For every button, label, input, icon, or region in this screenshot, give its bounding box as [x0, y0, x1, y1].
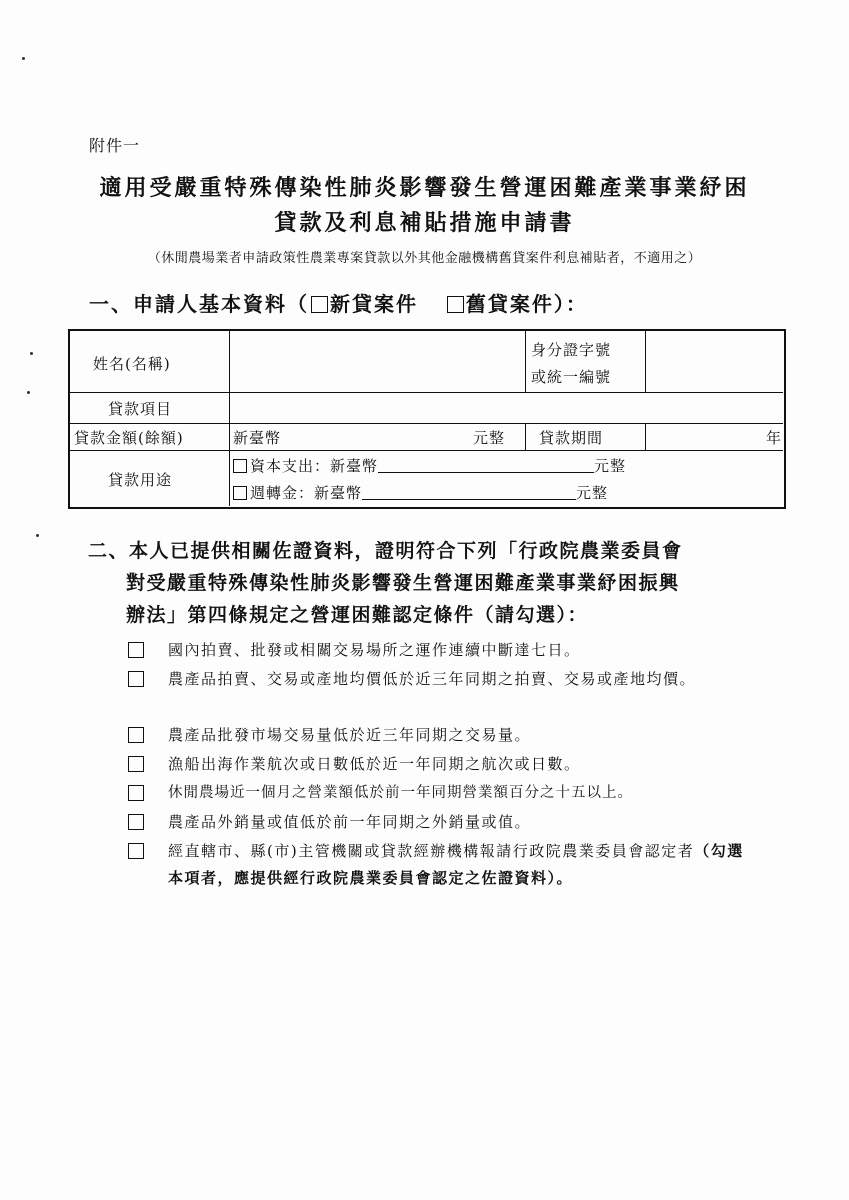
row-divider [70, 423, 783, 424]
section2-heading [88, 535, 778, 631]
loan-amount-unit: 元整 [473, 429, 506, 447]
condition-text: 休閒農場近一個月之營業額低於前一年同期營業額百分之十五以上。 [168, 785, 633, 801]
condition-checkbox[interactable] [128, 642, 144, 658]
condition-item [128, 838, 788, 892]
condition-text: 漁船出海作業航次或日數低於近一年同期之航次或日數。 [168, 755, 581, 773]
scan-speck [22, 57, 25, 60]
condition-bold-note: （勾選本項者，應提供經行政院農業委員會認定之佐證資料）。 [168, 842, 744, 887]
condition-checkbox[interactable] [128, 671, 144, 687]
condition-checkbox[interactable] [128, 785, 144, 801]
capital-expense-label: 資本支出：新臺幣 [250, 457, 379, 475]
capital-expense-option [233, 455, 626, 476]
row-divider [70, 392, 783, 393]
working-amount-unit: 元整 [576, 484, 609, 502]
working-capital-option [233, 482, 608, 503]
condition-text: 農產品外銷量或值低於前一年同期之外銷量或值。 [168, 813, 532, 831]
scan-speck [27, 391, 30, 394]
condition-text-with-note [168, 838, 754, 892]
id-label-line2: 或統一編號 [531, 368, 612, 386]
col-divider [525, 423, 526, 450]
section2-line3: 辦法」第四條規定之營運困難認定條件（請勾選）： [126, 604, 589, 626]
capital-amount-unit: 元整 [594, 457, 627, 475]
col-divider [645, 423, 646, 450]
loan-amount-currency: 新臺幣 [233, 429, 282, 447]
section2-line2: 對受嚴重特殊傳染性肺炎影響發生營運困難產業事業紓困振興 [126, 572, 680, 594]
col-divider [525, 331, 526, 392]
new-case-label: 新貸案件 [330, 292, 418, 316]
condition-checkbox[interactable] [128, 814, 144, 830]
capital-expense-checkbox[interactable] [233, 459, 247, 473]
name-field[interactable] [233, 335, 521, 389]
loan-amount-label: 貸款金額(餘額) [74, 429, 184, 447]
loan-period-unit: 年 [766, 429, 783, 447]
scan-speck [30, 352, 33, 355]
loan-period-label: 貸款期間 [539, 429, 604, 447]
condition-checkbox[interactable] [128, 756, 144, 772]
row-divider [70, 450, 783, 451]
loan-purpose-label: 貸款用途 [108, 471, 173, 489]
col-divider [645, 331, 646, 392]
section1-heading [89, 288, 588, 317]
condition-text: 農產品批發市場交易量低於近三年同期之交易量。 [168, 726, 532, 744]
loan-item-label: 貸款項目 [108, 400, 173, 418]
name-label: 姓名(名稱) [93, 355, 171, 373]
form-title-line2: 貸款及利息補貼措施申請書 [274, 210, 575, 236]
section1-prefix: 一、申請人基本資料（ [89, 292, 309, 316]
condition-item [128, 780, 788, 807]
condition-text: 經直轄市、縣(市)主管機關或貸款經辦機構報請行政院農業委員會認定者 [168, 842, 695, 860]
applicability-note: （休閒農場業者申請政策性農業專案貸款以外其他金融機構舊貸案件利息補貼者，不適用之） [147, 251, 702, 266]
working-capital-label: 週轉金：新臺幣 [250, 484, 363, 502]
attachment-label: 附件一 [89, 136, 141, 155]
old-case-label: 舊貸案件 [465, 292, 554, 316]
old-case-checkbox[interactable] [447, 296, 464, 313]
condition-item [128, 637, 788, 664]
condition-item [128, 809, 788, 836]
id-label-line1: 身分證字號 [531, 341, 612, 359]
working-amount-line[interactable] [362, 485, 576, 500]
condition-checkbox[interactable] [128, 727, 144, 743]
section1-suffix: ）： [553, 292, 588, 316]
condition-item [128, 751, 788, 778]
section2-line1: 二、本人已提供相關佐證資料，證明符合下列「行政院農業委員會 [88, 540, 683, 562]
new-case-checkbox[interactable] [311, 296, 328, 313]
condition-text: 農產品拍賣、交易或產地均價低於近三年同期之拍賣、交易或產地均價。 [168, 670, 697, 688]
condition-item [128, 666, 788, 693]
condition-item [128, 722, 788, 749]
form-title-line1: 適用受嚴重特殊傳染性肺炎影響發生營運困難產業事業紓困 [99, 175, 750, 201]
col-divider [229, 331, 230, 506]
condition-text: 國內拍賣、批發或相關交易場所之運作連續中斷達七日。 [168, 641, 581, 659]
working-capital-checkbox[interactable] [233, 486, 247, 500]
applicant-info-table [68, 329, 786, 509]
condition-checkbox[interactable] [128, 843, 144, 859]
id-number-field[interactable] [649, 335, 779, 389]
scan-speck [36, 534, 39, 537]
capital-amount-line[interactable] [378, 458, 594, 473]
loan-item-field[interactable] [233, 395, 779, 421]
